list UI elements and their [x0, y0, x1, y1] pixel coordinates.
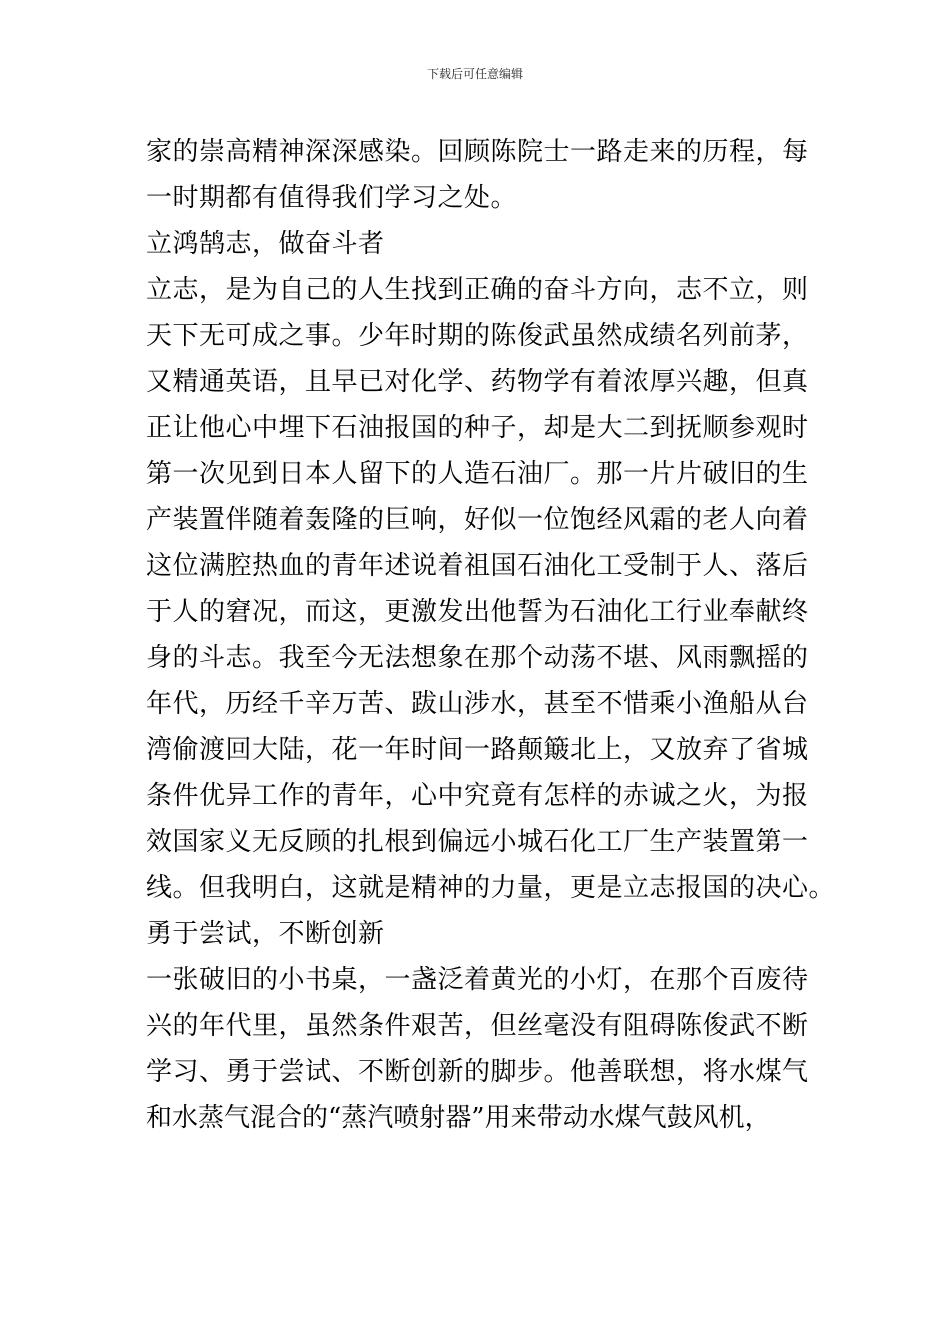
text-line: 这位满腔热血的青年述说着祖国石油化工受制于人、落后	[146, 551, 809, 581]
text-line: 条件优异工作的青年，心中究竟有怎样的赤诚之火，为报	[146, 781, 809, 811]
text-line: 兴的年代里，虽然条件艰苦，但丝毫没有阻碍陈俊武不断	[146, 1011, 809, 1041]
text-line: 产装置伴随着轰隆的巨响，好似一位饱经风霜的老人向着	[146, 505, 809, 535]
section-heading: 立鸿鹄志，做奋斗者	[146, 229, 385, 259]
section-heading: 勇于尝试，不断创新	[146, 919, 385, 949]
text-line: 立志，是为自己的人生找到正确的奋斗方向，志不立，则	[146, 275, 809, 305]
text-line: 和水蒸气混合的“蒸汽喷射器”用来带动水煤气鼓风机，	[146, 1103, 771, 1133]
text-line: 年代，历经千辛万苦、跋山涉水，甚至不惜乘小渔船从台	[146, 689, 809, 719]
text-line: 线。但我明白，这就是精神的力量，更是立志报国的决心。	[146, 873, 836, 903]
page-header: 下载后可任意编辑	[426, 67, 523, 81]
text-line: 学习、勇于尝试、不断创新的脚步。他善联想，将水煤气	[146, 1057, 809, 1087]
text-line: 又精通英语，且早已对化学、药物学有着浓厚兴趣，但真	[146, 367, 809, 397]
document-body	[146, 129, 836, 1141]
text-line: 第一次见到日本人留下的人造石油厂。那一片片破旧的生	[146, 459, 809, 489]
text-line: 身的斗志。我至今无法想象在那个动荡不堪、风雨飘摇的	[146, 643, 809, 673]
text-line: 一张破旧的小书桌，一盏泛着黄光的小灯，在那个百废待	[146, 965, 809, 995]
text-line: 效国家义无反顾的扎根到偏远小城石化工厂生产装置第一	[146, 827, 809, 857]
text-line: 一时期都有值得我们学习之处。	[146, 183, 518, 213]
text-line: 家的崇高精神深深感染。回顾陈院士一路走来的历程，每	[146, 137, 809, 167]
text-line: 湾偷渡回大陆，花一年时间一路颠簸北上，又放弃了省城	[146, 735, 809, 765]
text-line: 天下无可成之事。少年时期的陈俊武虽然成绩名列前茅，	[146, 321, 809, 351]
text-line: 正让他心中埋下石油报国的种子，却是大二到抚顺参观时	[146, 413, 809, 443]
text-line: 于人的窘况，而这，更激发出他誓为石油化工行业奉献终	[146, 597, 809, 627]
